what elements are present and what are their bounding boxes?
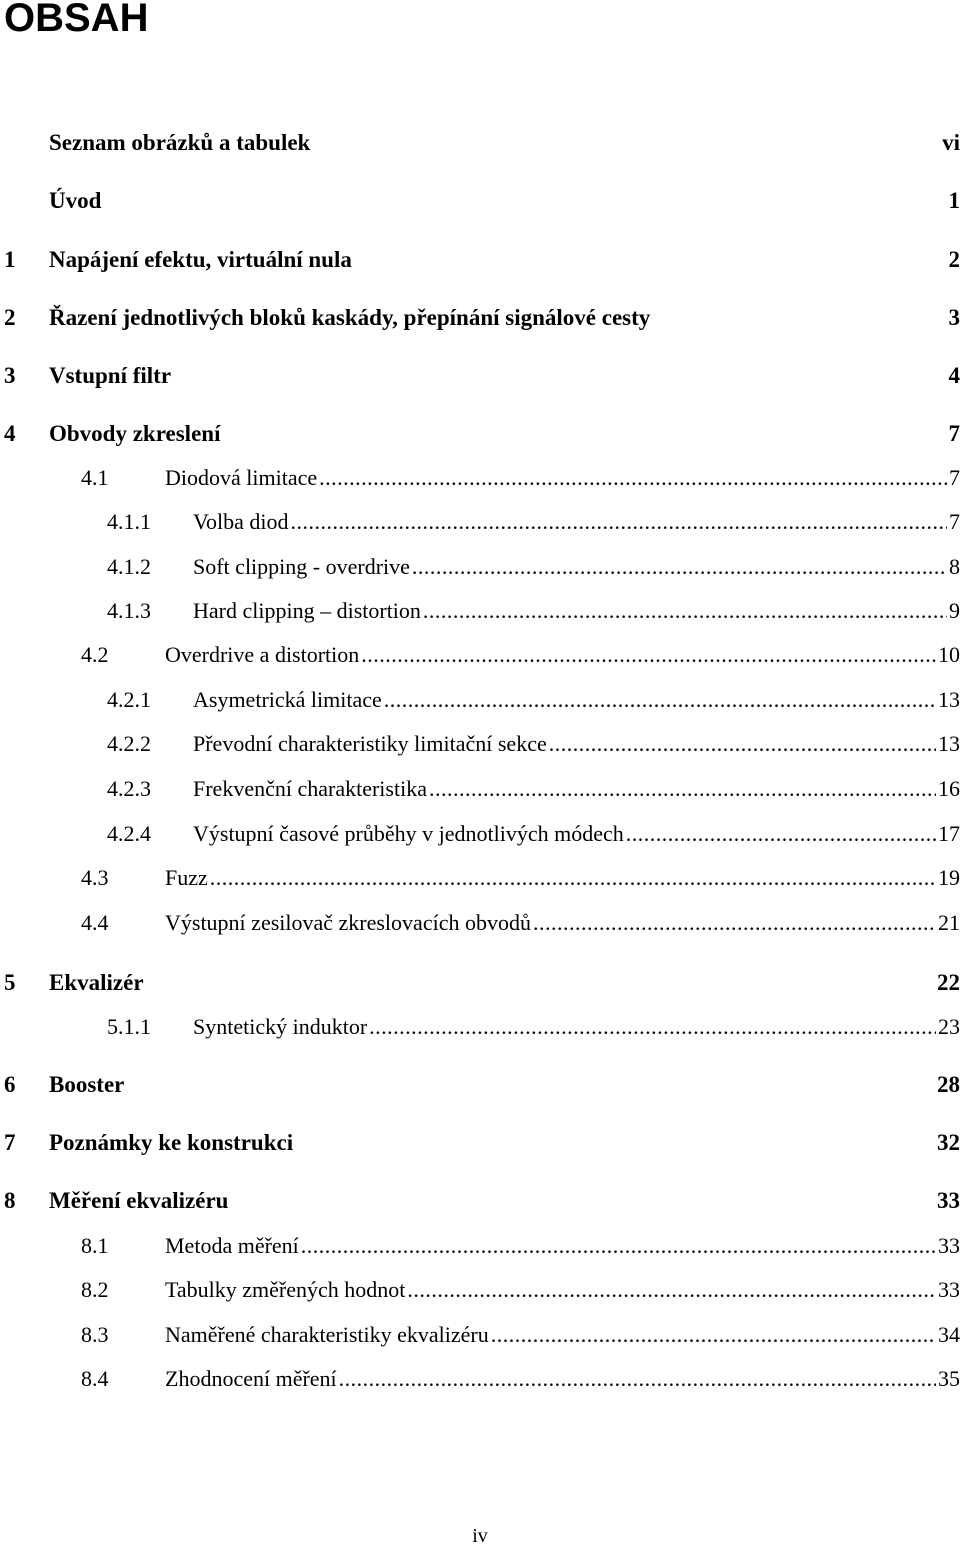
toc-entry-title: Převodní charakteristiky limitační sekce bbox=[193, 730, 547, 758]
toc-entry-title: Ekvalizér bbox=[49, 969, 144, 997]
toc-entry-page: 1 bbox=[949, 187, 960, 215]
toc-entry-number: 8.2 bbox=[81, 1276, 165, 1304]
toc-entry-title: Výstupní zesilovač zkreslovacích obvodů bbox=[165, 909, 531, 937]
toc-entry-page: 23 bbox=[938, 1013, 960, 1041]
toc-entry[interactable] bbox=[107, 1013, 960, 1041]
toc-dot-leader bbox=[423, 597, 947, 625]
toc-entry[interactable] bbox=[4, 362, 960, 390]
toc-entry[interactable] bbox=[81, 1232, 960, 1260]
toc-entry-title: Úvod bbox=[49, 187, 101, 215]
toc-entry-page: 17 bbox=[938, 820, 960, 848]
toc-entry-title: Metoda měření bbox=[165, 1232, 299, 1260]
toc-entry[interactable] bbox=[81, 464, 960, 492]
toc-entry-title: Výstupní časové průběhy v jednotlivých módech bbox=[193, 820, 624, 848]
toc-entry-number: 4.1.1 bbox=[107, 508, 193, 536]
toc-dot-leader bbox=[384, 686, 936, 714]
toc-entry-title: Tabulky změřených hodnot bbox=[165, 1276, 405, 1304]
toc-entry-page: 33 bbox=[938, 1232, 960, 1260]
page-title: OBSAH bbox=[4, 0, 148, 42]
toc-entry-number: 8.3 bbox=[81, 1321, 165, 1349]
toc-entry-page: 33 bbox=[938, 1276, 960, 1304]
toc-dot-leader bbox=[429, 775, 936, 803]
toc-dot-leader bbox=[549, 730, 936, 758]
toc-entry[interactable] bbox=[107, 553, 960, 581]
toc-entry-number: 4.2.2 bbox=[107, 730, 193, 758]
toc-entry-number: 4 bbox=[4, 420, 49, 448]
toc-entry[interactable] bbox=[4, 969, 960, 997]
toc-entry[interactable] bbox=[4, 304, 960, 332]
toc-entry-number: 4.2.3 bbox=[107, 775, 193, 803]
toc-entry-number: 2 bbox=[4, 304, 49, 332]
toc-entry-page: 2 bbox=[949, 246, 960, 274]
toc-entry-page: 3 bbox=[949, 304, 960, 332]
page-number-footer: iv bbox=[0, 1524, 960, 1548]
toc-entry-page: 9 bbox=[949, 597, 960, 625]
toc-dot-leader bbox=[491, 1321, 936, 1349]
toc-entry-title: Napájení efektu, virtuální nula bbox=[49, 246, 352, 274]
toc-entry-number: 4.1 bbox=[81, 464, 165, 492]
toc-entry-number: 4.2 bbox=[81, 641, 165, 669]
toc-entry-title: Soft clipping - overdrive bbox=[193, 553, 410, 581]
toc-entry-number: 8 bbox=[4, 1187, 49, 1215]
toc-entry-page: 8 bbox=[949, 553, 960, 581]
toc-dot-leader bbox=[319, 464, 947, 492]
toc-entry[interactable] bbox=[81, 864, 960, 892]
toc-entry-page: 4 bbox=[949, 362, 960, 390]
toc-entry-title: Syntetický induktor bbox=[193, 1013, 367, 1041]
toc-entry[interactable] bbox=[81, 1321, 960, 1349]
toc-entry-number: 5 bbox=[4, 969, 49, 997]
toc-entry[interactable] bbox=[81, 909, 960, 937]
toc-entry-page: 19 bbox=[938, 864, 960, 892]
toc-entry[interactable] bbox=[81, 1276, 960, 1304]
toc-entry-page: 32 bbox=[937, 1129, 960, 1157]
toc-entry-page: 10 bbox=[938, 641, 960, 669]
toc-dot-leader bbox=[339, 1365, 936, 1393]
toc-dot-leader bbox=[291, 508, 947, 536]
toc-entry-page: 28 bbox=[937, 1071, 960, 1099]
toc-entry-title: Řazení jednotlivých bloků kaskády, přepínání signálové cesty bbox=[49, 304, 650, 332]
toc-entry-number: 6 bbox=[4, 1071, 49, 1099]
toc-entry-page: 22 bbox=[937, 969, 960, 997]
toc-dot-leader bbox=[210, 864, 936, 892]
toc-dot-leader bbox=[412, 553, 947, 581]
toc-entry-number: 4.1.3 bbox=[107, 597, 193, 625]
toc-entry[interactable] bbox=[107, 820, 960, 848]
toc-entry-page: 33 bbox=[937, 1187, 960, 1215]
toc-entry-title: Diodová limitace bbox=[165, 464, 317, 492]
toc-entry[interactable] bbox=[107, 775, 960, 803]
toc-entry-title: Seznam obrázků a tabulek bbox=[49, 129, 310, 157]
toc-entry[interactable] bbox=[4, 187, 960, 215]
toc-entry-page: 13 bbox=[938, 730, 960, 758]
toc-entry-page: 13 bbox=[938, 686, 960, 714]
toc-entry-title: Fuzz bbox=[165, 864, 208, 892]
toc-entry-page: 7 bbox=[949, 508, 960, 536]
toc-entry[interactable] bbox=[4, 1187, 960, 1215]
toc-entry[interactable] bbox=[4, 1129, 960, 1157]
toc-entry[interactable] bbox=[81, 1365, 960, 1393]
toc-dot-leader bbox=[626, 820, 936, 848]
toc-entry-title: Volba diod bbox=[193, 508, 289, 536]
toc-entry-number: 8.1 bbox=[81, 1232, 165, 1260]
toc-entry-number: 3 bbox=[4, 362, 49, 390]
toc-entry-title: Obvody zkreslení bbox=[49, 420, 220, 448]
toc-entry-number: 1 bbox=[4, 246, 49, 274]
toc-entry[interactable] bbox=[107, 686, 960, 714]
toc-dot-leader bbox=[533, 909, 936, 937]
toc-entry[interactable] bbox=[107, 730, 960, 758]
toc-entry[interactable] bbox=[4, 129, 960, 157]
toc-dot-leader bbox=[301, 1232, 936, 1260]
toc-entry-title: Naměřené charakteristiky ekvalizéru bbox=[165, 1321, 489, 1349]
toc-entry-number: 8.4 bbox=[81, 1365, 165, 1393]
toc-entry[interactable] bbox=[81, 641, 960, 669]
toc-entry-page: vi bbox=[942, 129, 960, 157]
toc-entry-page: 16 bbox=[938, 775, 960, 803]
toc-entry-page: 7 bbox=[949, 464, 960, 492]
toc-entry-page: 7 bbox=[949, 420, 960, 448]
toc-entry-page: 34 bbox=[938, 1321, 960, 1349]
toc-entry[interactable] bbox=[107, 597, 960, 625]
toc-dot-leader bbox=[361, 641, 936, 669]
toc-entry-number: 4.3 bbox=[81, 864, 165, 892]
toc-entry-number: 4.2.4 bbox=[107, 820, 193, 848]
toc-entry[interactable] bbox=[4, 246, 960, 274]
toc-entry-number: 5.1.1 bbox=[107, 1013, 193, 1041]
toc-entry[interactable] bbox=[4, 1071, 960, 1099]
toc-entry-title: Poznámky ke konstrukci bbox=[49, 1129, 293, 1157]
toc-entry-title: Měření ekvalizéru bbox=[49, 1187, 228, 1215]
toc-entry-title: Booster bbox=[49, 1071, 124, 1099]
toc-entry-number: 4.2.1 bbox=[107, 686, 193, 714]
toc-entry-title: Hard clipping – distortion bbox=[193, 597, 421, 625]
toc-entry-page: 35 bbox=[938, 1365, 960, 1393]
toc-entry[interactable] bbox=[4, 420, 960, 448]
toc-entry-title: Frekvenční charakteristika bbox=[193, 775, 427, 803]
toc-entry-page: 21 bbox=[938, 909, 960, 937]
toc-entry[interactable] bbox=[107, 508, 960, 536]
toc-entry-number: 4.4 bbox=[81, 909, 165, 937]
toc-dot-leader bbox=[369, 1013, 936, 1041]
toc-dot-leader bbox=[407, 1276, 936, 1304]
toc-entry-title: Zhodnocení měření bbox=[165, 1365, 337, 1393]
toc-entry-title: Asymetrická limitace bbox=[193, 686, 382, 714]
toc-entry-number: 4.1.2 bbox=[107, 553, 193, 581]
toc-entry-title: Vstupní filtr bbox=[49, 362, 171, 390]
toc-entry-title: Overdrive a distortion bbox=[165, 641, 359, 669]
toc-entry-number: 7 bbox=[4, 1129, 49, 1157]
